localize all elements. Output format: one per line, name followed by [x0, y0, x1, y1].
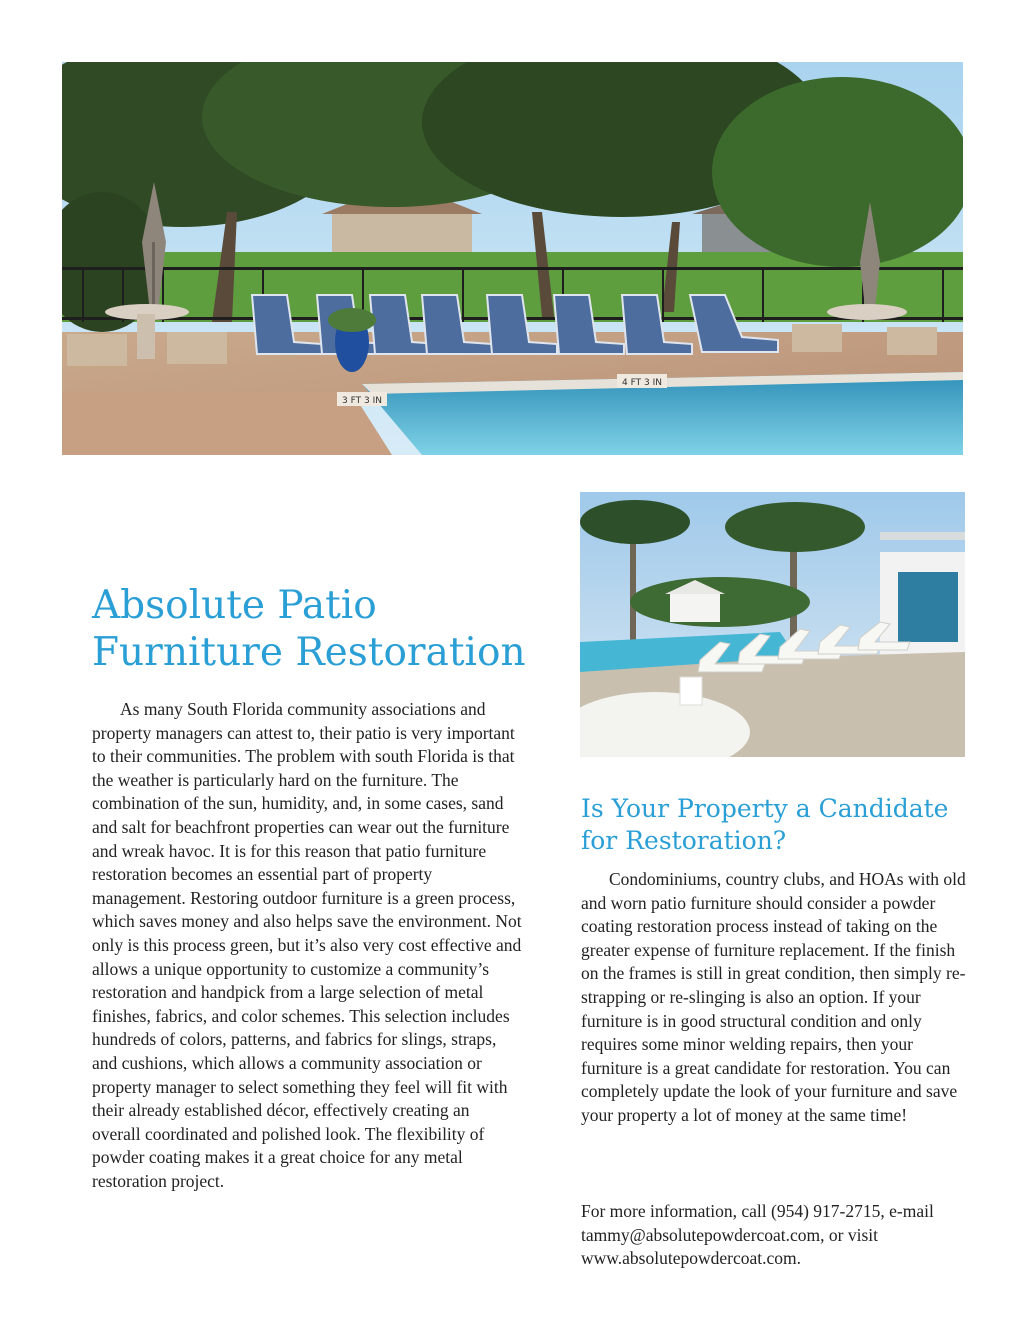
sidebar-heading: Is Your Property a Candidate for Restoration?: [581, 794, 949, 855]
depth-marker-left: 3 FT 3 IN: [342, 396, 382, 406]
depth-marker-right: 4 FT 3 IN: [622, 378, 662, 388]
article-body: As many South Florida community associations and property managers can attest to, their patio is very important to their communities. The problem with south Florida is that the weather is particularly hard on the furniture. The combination of the sun, humidity, and, in some cases, sand and salt for beachfront properties can wear out the furniture and wreak havoc. It is for this reason that patio furniture restoration becomes an essential part of property management. Restoring outdoor furniture is a green process, which saves money and also helps save the environment. Not only is this process green, but it’s also very cost effective and allows a unique opportunity to customize a community’s restoration and handpick from a large selection of metal finishes, fabrics, and color schemes. This selection includes hundreds of colors, patterns, and fabrics for slings, straps, and cushions, which allows a community association or property manager to select something they feel will fit with their already established décor, effectively creating an overall coordinated and polished look. The flexibility of powder coating makes it a great choice for any metal restoration project.: [92, 699, 522, 1191]
sidebar-body: Condominiums, country clubs, and HOAs with old and worn patio furniture should consider a powder coating restoration process instead of taking on the greater expense of furniture replacement. If the finish on the frames is still in great condition, then simply re-strapping or re-slinging is also an option. If your furniture is in good structural condition and only requires some minor welding repairs, then your furniture is a great candidate for restoration. You can completely update the look of your furniture and save your property a lot of money at the same time!: [581, 869, 966, 1125]
side-pool-photo: [580, 492, 965, 757]
article-title: Absolute Patio Furniture Restoration: [92, 583, 526, 675]
contact-info: For more information, call (954) 917-2715, e-mail tammy@absolutepowdercoat.com, or visit www.absolutepowdercoat.com.: [581, 1201, 934, 1269]
hero-pool-photo: [62, 62, 963, 455]
